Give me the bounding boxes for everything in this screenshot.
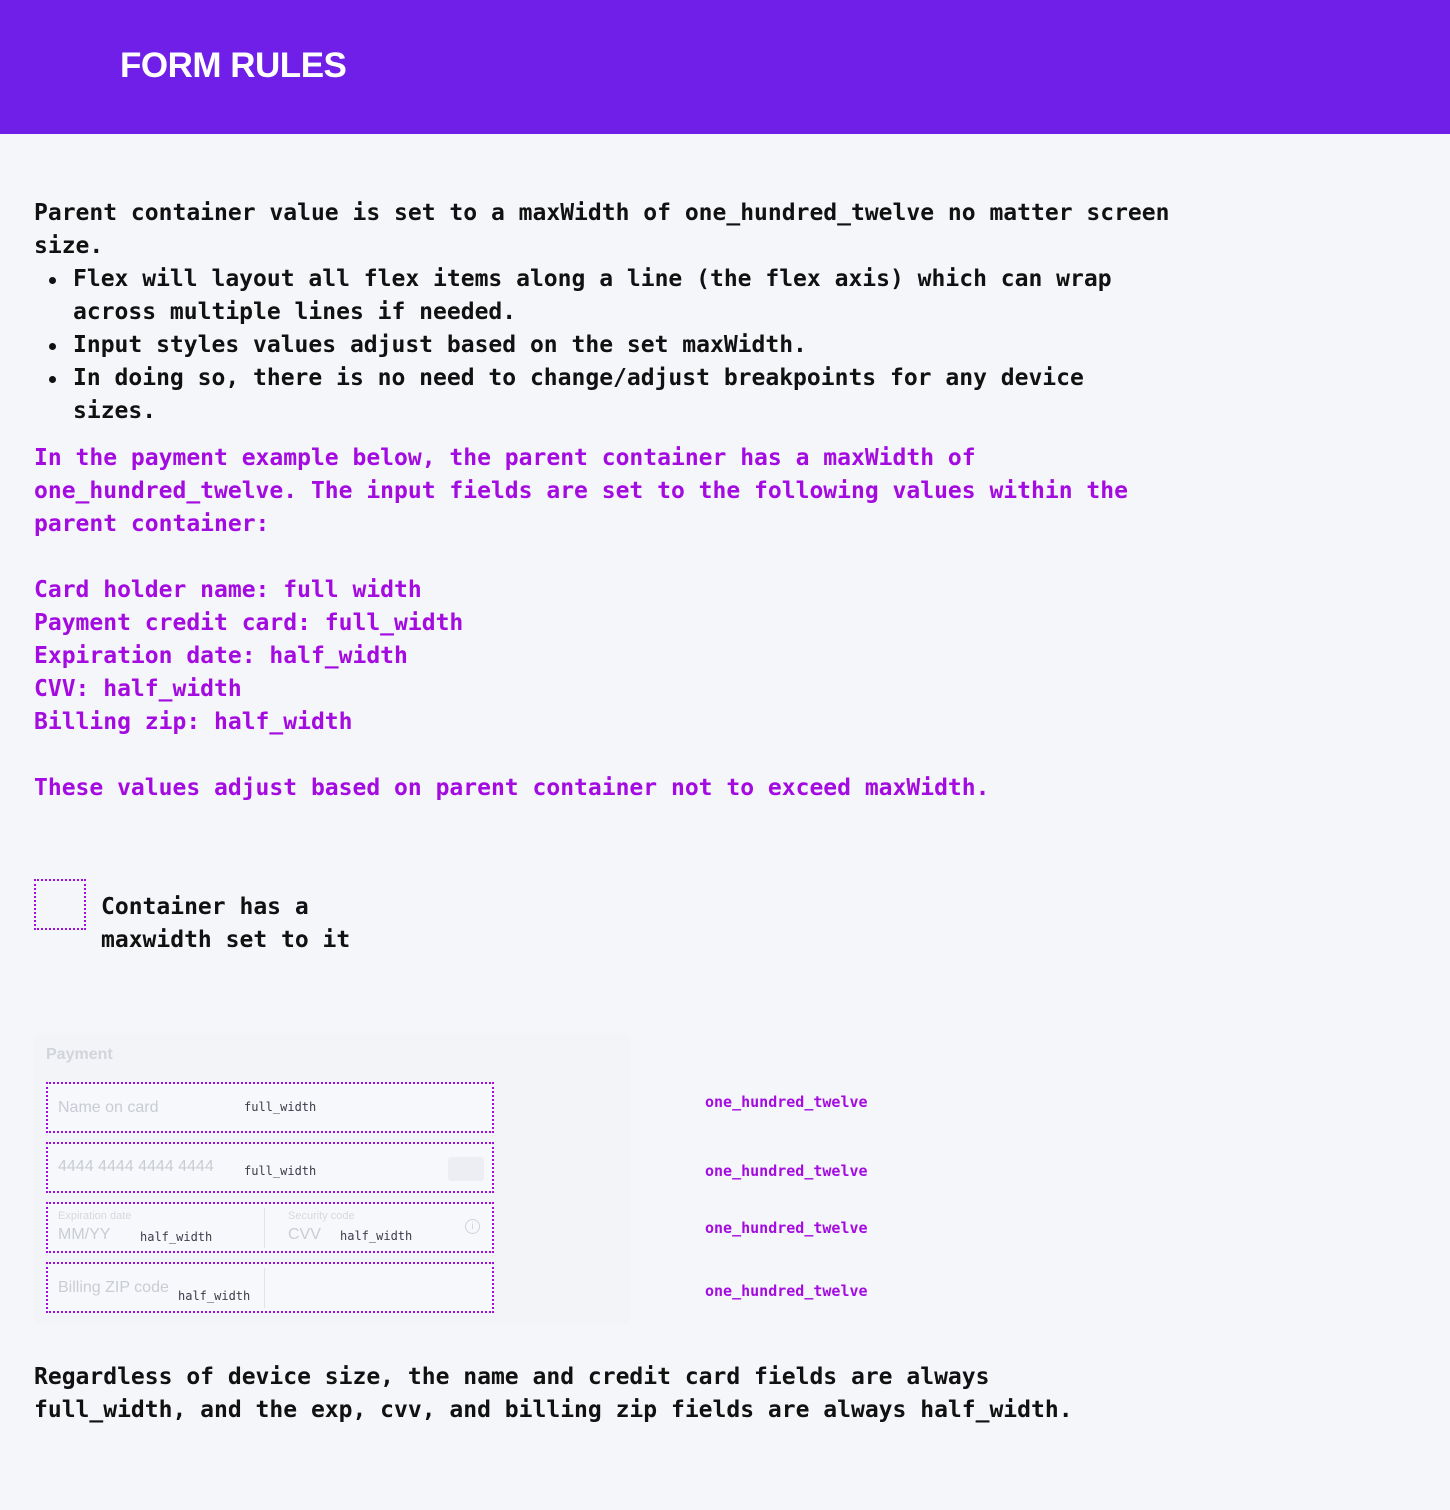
- intro-bullet-list: [34, 263, 1174, 428]
- name-placeholder: Name on card: [58, 1099, 159, 1116]
- width-tag: full_width: [244, 1164, 317, 1178]
- max-width-label: one_hundred_twelve: [705, 1093, 868, 1111]
- payment-title: Payment: [46, 1046, 113, 1063]
- security-placeholder: CVV: [288, 1226, 321, 1243]
- expiration-date-field[interactable]: [48, 1204, 264, 1251]
- name-on-card-field[interactable]: [46, 1082, 494, 1133]
- page-title: FORM RULES: [120, 46, 347, 85]
- max-width-label: one_hundred_twelve: [705, 1162, 868, 1180]
- width-tag: half_width: [140, 1230, 213, 1244]
- width-tag: full_width: [244, 1100, 317, 1114]
- intro-paragraph: Parent container value is set to a maxWidth of one_hundred_twelve no matter screen size.: [34, 200, 1170, 259]
- bullet-item: Input styles values adjust based on the set maxWidth.: [34, 329, 1174, 362]
- card-number-placeholder: 4444 4444 4444 4444: [58, 1158, 214, 1175]
- width-tag: half_width: [178, 1289, 251, 1303]
- card-number-field[interactable]: [46, 1142, 494, 1193]
- rule-line: Billing zip: half_width: [34, 709, 353, 735]
- security-code-field[interactable]: [278, 1204, 492, 1251]
- rule-line: Expiration date: half_width: [34, 643, 408, 669]
- rule-line: Payment credit card: full_width: [34, 610, 464, 636]
- credit-card-icon: [448, 1157, 484, 1181]
- intro-section: [34, 197, 1174, 428]
- example-note: These values adjust based on parent container not to exceed maxWidth.: [34, 775, 990, 801]
- bullet-item: Flex will layout all flex items along a line (the flex axis) which can wrap across multiple lines if needed.: [34, 263, 1174, 329]
- expiration-placeholder: MM/YY: [58, 1226, 111, 1243]
- legend-label: Container has a maxwidth set to it: [101, 894, 351, 953]
- bullet-item: In doing so, there is no need to change/adjust breakpoints for any device sizes.: [34, 362, 1174, 428]
- expiration-security-row: [46, 1202, 494, 1253]
- billing-zip-row: [46, 1262, 494, 1313]
- rule-line: Card holder name: full width: [34, 577, 422, 603]
- field-divider: [264, 1208, 265, 1248]
- max-width-label: one_hundred_twelve: [705, 1282, 868, 1300]
- expiration-label: Expiration date: [58, 1210, 132, 1222]
- example-section: [34, 442, 1144, 805]
- width-tag: half_width: [340, 1229, 413, 1243]
- zip-placeholder: Billing ZIP code: [58, 1279, 169, 1296]
- legend-swatch: [34, 879, 86, 930]
- rule-line: CVV: half_width: [34, 676, 242, 702]
- example-intro: In the payment example below, the parent container has a maxWidth of one_hundred_twelve. The input fields are set to the following values within the parent container:: [34, 445, 1128, 537]
- outro-paragraph: Regardless of device size, the name and credit card fields are always full_width, and the exp, cvv, and billing zip fields are always half_width.: [34, 1364, 1073, 1423]
- header-banner: [0, 0, 1450, 134]
- security-label: Security code: [288, 1210, 355, 1222]
- field-divider: [264, 1268, 265, 1308]
- max-width-label: one_hundred_twelve: [705, 1219, 868, 1237]
- billing-zip-field[interactable]: [48, 1264, 264, 1311]
- info-icon[interactable]: i: [465, 1219, 480, 1234]
